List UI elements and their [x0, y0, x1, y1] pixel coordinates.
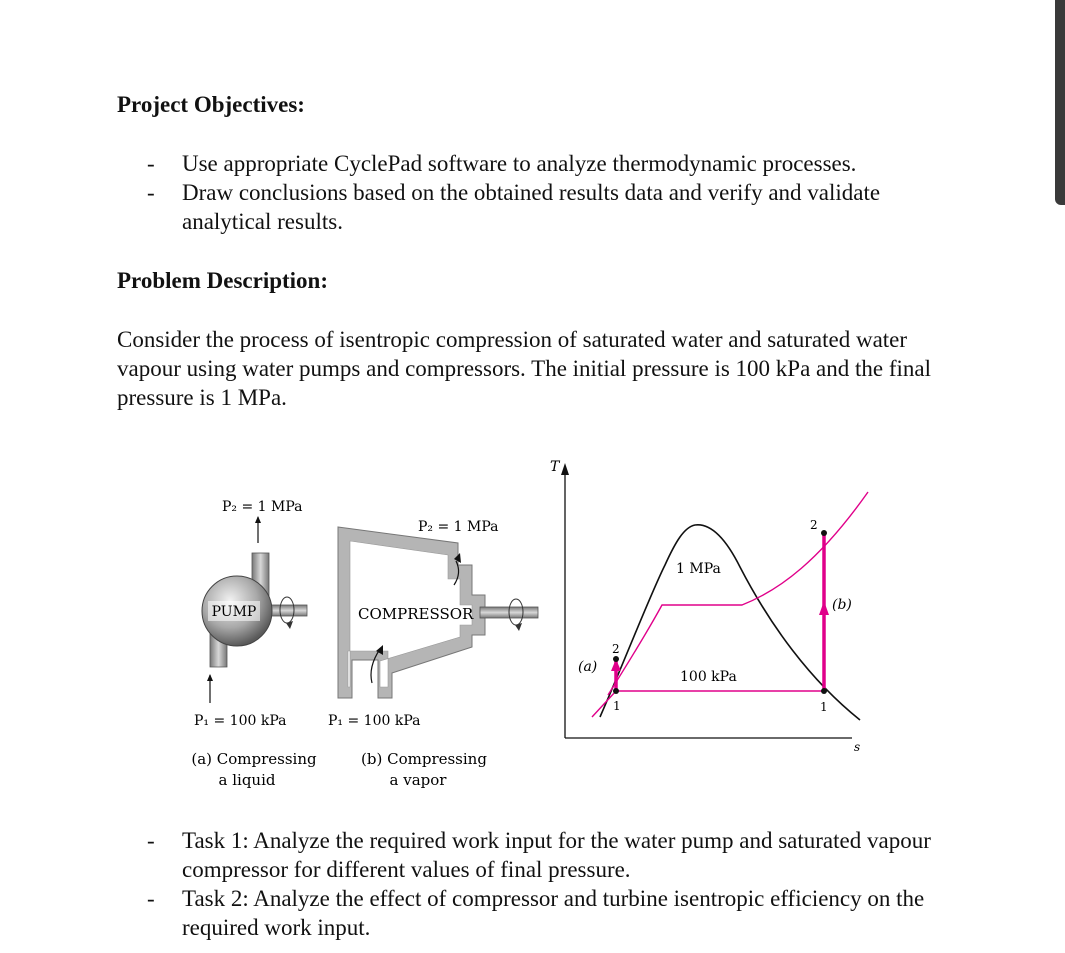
- bullet-dash: -: [147, 828, 155, 853]
- scrollbar[interactable]: [1055, 0, 1065, 205]
- isobar-100kpa: [592, 691, 824, 717]
- high-pressure-label: 1 MPa: [676, 561, 721, 577]
- tasks-list: [147, 826, 947, 942]
- list-item: - Use appropriate CyclePad software to analyze thermodynamic processes.: [147, 151, 857, 176]
- state-2b-label: 2: [810, 518, 818, 532]
- pump-p1-label: P₁ = 100 kPa: [194, 713, 287, 729]
- ts-diagram: [550, 459, 868, 754]
- pump-diagram: [191, 499, 317, 789]
- compressor-p2-label: P₂ = 1 MPa: [418, 519, 499, 535]
- compressor-caption-line2: a vapor: [389, 771, 447, 789]
- pump-caption-line2: a liquid: [218, 771, 276, 789]
- list-item: - Draw conclusions based on the obtained results data and verify and validate analytical results.: [147, 180, 881, 234]
- compressor-caption-line1: (b) Compressing: [361, 750, 487, 768]
- pump-caption-line1: (a) Compressing: [191, 750, 317, 768]
- s-axis-label: s: [854, 740, 861, 754]
- compressor-label: COMPRESSOR: [358, 605, 474, 623]
- pump-p2-label: P₂ = 1 MPa: [222, 499, 303, 515]
- list-item: - Task 2: Analyze the effect of compressor and turbine isentropic efficiency on the required work input.: [147, 886, 925, 940]
- list-item: - Task 1: Analyze the required work input for the water pump and saturated vapour compressor for different values of final pressure.: [147, 828, 931, 882]
- low-pressure-label: 100 kPa: [680, 669, 737, 685]
- bullet-dash: -: [147, 151, 155, 176]
- state-2a-label: 2: [612, 642, 620, 656]
- process-b-label: (b): [832, 597, 852, 613]
- isobar-1mpa: [608, 492, 868, 695]
- objectives-list: [147, 149, 947, 236]
- problem-heading: Problem Description:: [117, 268, 329, 293]
- objectives-heading: Project Objectives:: [117, 92, 305, 117]
- bullet-dash: -: [147, 180, 155, 205]
- pump-label: PUMP: [211, 604, 257, 620]
- problem-text: Consider the process of isentropic compression of saturated water and saturated water vapour using water pumps and compressors. The initial pressure is 100 kPa and the final pressure is 1 MPa.: [117, 327, 931, 410]
- process-a-label: (a): [578, 659, 598, 675]
- state-1b-label: 1: [820, 700, 828, 714]
- compression-figure: [180, 455, 880, 800]
- compressor-diagram: [328, 519, 538, 789]
- compressor-p1-label: P₁ = 100 kPa: [328, 713, 421, 729]
- t-axis-label: T: [550, 459, 560, 475]
- bullet-dash: -: [147, 886, 155, 911]
- state-1a-label: 1: [613, 699, 621, 713]
